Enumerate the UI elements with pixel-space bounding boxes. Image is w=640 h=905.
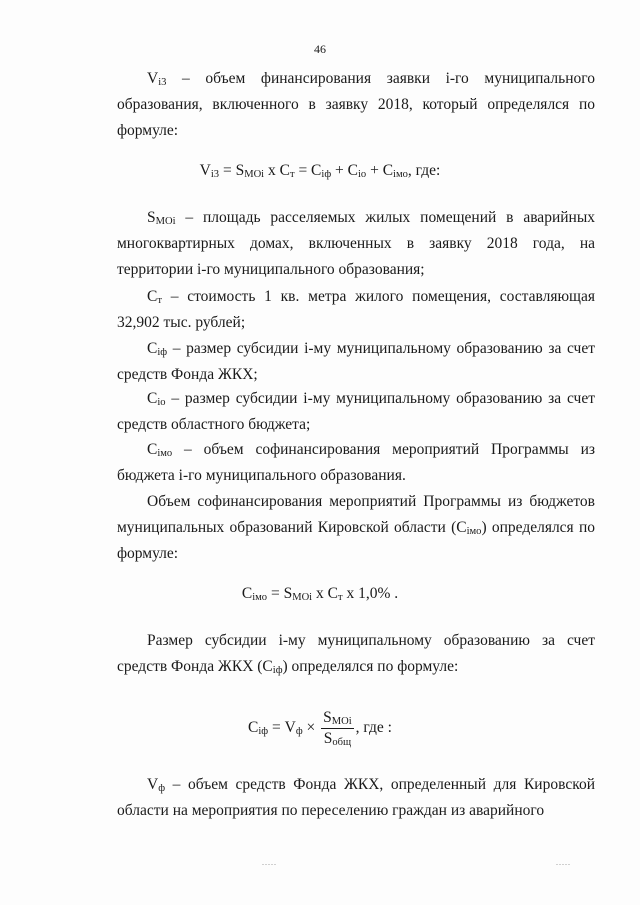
formula-term: , где: bbox=[407, 162, 441, 179]
symbol: C bbox=[147, 288, 158, 305]
paragraph-text: – размер субсидии i-му муниципальному образованию за счет средств областного бюджета; bbox=[117, 390, 595, 433]
symbol-subscript: MOi bbox=[155, 216, 176, 228]
formula-term: х C bbox=[264, 162, 290, 179]
paragraph-ct-definition bbox=[117, 284, 595, 336]
symbol-subscript: iф bbox=[157, 347, 168, 359]
formula-subscript: iф bbox=[321, 169, 332, 181]
formula-subscript: i3 bbox=[210, 169, 220, 181]
paragraph-text: – размер субсидии i-му муниципальному образованию за счет средств Фонда ЖКХ; bbox=[117, 340, 595, 383]
paragraph-cif-definition bbox=[117, 336, 595, 388]
paragraph-vi3-definition bbox=[117, 66, 595, 144]
formula-term: V bbox=[199, 162, 211, 179]
formula-term: = V bbox=[268, 719, 296, 737]
formula-term: S bbox=[323, 709, 332, 726]
paragraph-text: – объем софинансирования мероприятий Программы из бюджета i-го муниципального образования. bbox=[117, 441, 595, 484]
formula-subscript: iф bbox=[258, 726, 269, 738]
paragraph-smoi-definition bbox=[117, 205, 595, 283]
paragraph-text: ) определялся по формуле: bbox=[282, 658, 459, 675]
symbol: V bbox=[147, 776, 159, 793]
paragraph-subsidy-intro bbox=[117, 628, 595, 680]
formula-term: = S bbox=[267, 585, 293, 602]
formula-term: + C bbox=[331, 162, 358, 179]
formula-term: х 1,0% . bbox=[342, 585, 399, 602]
paragraph-text: Размер субсидии i-му муниципальному образованию за счет средств Фонда ЖКХ (C bbox=[117, 632, 595, 675]
formula-subscript: io bbox=[358, 169, 367, 181]
paragraph-text: Объем софинансирования мероприятий Программы из бюджетов муниципальных образований Кировской области (C bbox=[117, 493, 595, 536]
symbol: C bbox=[147, 340, 158, 357]
formula-subscript: т bbox=[289, 169, 295, 181]
scan-artifact-right: ..... bbox=[556, 858, 571, 867]
formula-cimo bbox=[0, 585, 640, 603]
formula-vi3 bbox=[0, 162, 640, 180]
formula-term: = S bbox=[219, 162, 245, 179]
paragraph-cofinancing-intro bbox=[117, 489, 595, 567]
symbol: V bbox=[147, 70, 159, 87]
formula-subscript: iмо bbox=[252, 592, 268, 604]
symbol-subscript: io bbox=[157, 397, 166, 409]
symbol: C bbox=[147, 441, 158, 458]
formula-subscript: MOi bbox=[292, 592, 313, 604]
formula-subscript: MOi bbox=[244, 169, 265, 181]
scan-artifact-left: ..... bbox=[262, 858, 277, 867]
formula-fraction bbox=[321, 708, 354, 749]
paragraph-text: – объем финансирования заявки i-го муниципального образования, включенного в заявку 2018, который определялся по формуле: bbox=[117, 70, 595, 139]
paragraph-cimo-definition bbox=[117, 437, 595, 489]
symbol-subscript: iф bbox=[272, 665, 283, 677]
formula-subscript: iмо bbox=[393, 169, 408, 181]
symbol-subscript: ф bbox=[158, 783, 166, 795]
formula-subscript: ф bbox=[295, 726, 303, 738]
formula-term: х C bbox=[312, 585, 338, 602]
symbol-subscript: iмо bbox=[157, 448, 173, 460]
paragraph-text: ) определялся по формуле: bbox=[117, 519, 595, 562]
formula-term: × bbox=[302, 719, 320, 737]
paragraph-text: – стоимость 1 кв. метра жилого помещения, составляющая 32,902 тыс. рублей; bbox=[117, 288, 595, 331]
fraction-numerator bbox=[321, 708, 354, 729]
paragraph-text: – объем средств Фонда ЖКХ, определенный для Кировской области на мероприятия по переселению граждан из аварийного bbox=[117, 776, 595, 819]
formula-term: S bbox=[323, 730, 333, 747]
symbol-subscript: т bbox=[157, 295, 162, 307]
paragraph-cio-definition bbox=[117, 386, 595, 438]
formula-term: , где : bbox=[355, 719, 392, 737]
page-number: 46 bbox=[314, 42, 326, 56]
formula-term: C bbox=[241, 585, 253, 602]
formula-term: C bbox=[248, 719, 259, 737]
formula-subscript: т bbox=[337, 592, 343, 604]
paragraph-vf-definition bbox=[117, 772, 595, 824]
symbol-subscript: iмо bbox=[466, 526, 482, 538]
formula-term: = C bbox=[294, 162, 322, 179]
formula-subscript: общ bbox=[332, 737, 352, 749]
formula-cif bbox=[0, 708, 640, 749]
symbol-subscript: i3 bbox=[158, 77, 167, 89]
fraction-denominator bbox=[321, 729, 354, 749]
symbol: S bbox=[147, 209, 156, 226]
paragraph-text: – площадь расселяемых жилых помещений в аварийных многоквартирных домах, включенных в заявку 2018 года, на территории i-го муниципального образования; bbox=[117, 209, 595, 278]
symbol: C bbox=[147, 390, 158, 407]
formula-subscript: MOi bbox=[331, 716, 352, 728]
formula-term: + C bbox=[366, 162, 394, 179]
